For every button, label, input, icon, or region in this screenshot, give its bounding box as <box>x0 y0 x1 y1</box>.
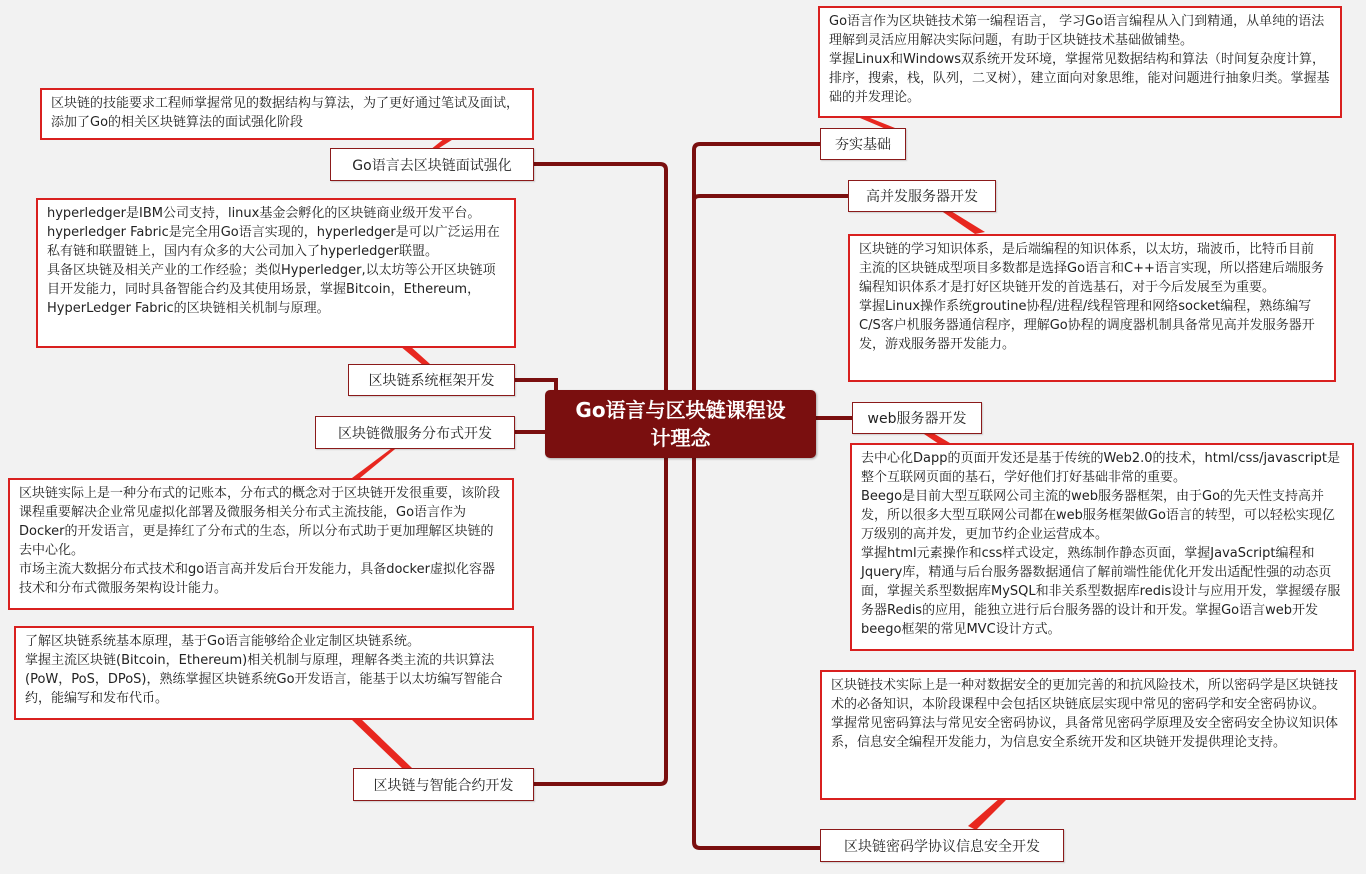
branch-web-server-label: web服务器开发 <box>867 411 967 427</box>
branch-framework-label: 区块链系统框架开发 <box>368 373 495 389</box>
note-web-server <box>850 443 1354 651</box>
branch-interview[interactable] <box>330 148 534 181</box>
note-paragraph: 区块链技术实际上是一种对数据安全的更加完善的和抗风险技术，所以密码学是区块链技术的必备知识，本阶段课程中会包括区块链底层实现中常见的密码学和安全密码协议。 <box>831 678 1339 712</box>
note-paragraph: 掌握Linux和Windows双系统开发环境，掌握常见数据结构和算法（时间复杂度计算，排序，搜索，栈，队列，二叉树），建立面向对象思维，能对问题进行抽象归类。掌握基础的并发理论。 <box>829 52 1330 105</box>
note-crypto <box>820 670 1356 800</box>
branch-web-server[interactable] <box>852 402 982 434</box>
note-framework <box>36 198 516 348</box>
note-microservice <box>8 478 514 610</box>
branch-solid-foundation-label: 夯实基础 <box>835 137 891 153</box>
note-paragraph: 掌握Linux操作系统groutine协程/进程/线程管理和网络socket编程，熟练编写C/S客户机服务器通信程序，理解Go协程的调度器机制具备常见高并发服务器开发，游戏服务器开发能力。 <box>859 299 1315 352</box>
left-branch-contract <box>534 430 666 784</box>
note-paragraph: 掌握html元素操作和css样式设定，熟练制作静态页面，掌握JavaScript编程和Jquery库，精通与后台服务器数据通信了解前端性能优化开发出适配性强的动态页面，掌握关系型数据库MySQL和非关系型数据库redis设计与应用开发，掌握缓存服务器Redis的应用，能独立进行后台服务器的设计和开发。掌握Go语言web开发beego框架的常见MVC设计方式。 <box>861 546 1341 637</box>
pointer-contract <box>350 718 412 770</box>
branch-microservice[interactable] <box>315 416 515 449</box>
branch-smart-contract-label: 区块链与智能合约开发 <box>373 777 514 794</box>
branch-solid-foundation[interactable] <box>820 128 906 160</box>
pointer-framework <box>400 346 430 366</box>
note-solid-foundation <box>818 6 1342 118</box>
branch-framework[interactable] <box>348 364 515 396</box>
note-paragraph: 了解区块链系统基本原理，基于Go语言能够给企业定制区块链系统。 <box>25 634 421 649</box>
central-topic-title: Go语言与区块链课程设计理念 <box>575 398 786 450</box>
note-paragraph: 区块链的技能要求工程师掌握常见的数据结构与算法，为了更好通过笔试及面试，添加了Go的相关区块链算法的面试强化阶段 <box>51 96 520 130</box>
branch-smart-contract[interactable] <box>353 768 534 801</box>
note-paragraph: hyperledger是IBM公司支持，linux基金会孵化的区块链商业级开发平台。hyperledger Fabric是完全用Go语言实现的，hyperledger是可以广泛运用在私有链和联盟链上，国内有众多的大公司加入了hyperledger联盟。 <box>47 206 500 259</box>
note-paragraph: Beego是目前大型互联网公司主流的web服务器框架，由于Go的先天性支持高并发，所以很多大型互联网公司都在web服务框架做Go语言的转型，可以轻松实现亿万级别的高并发，更加节约企业运营成本。 <box>861 489 1335 542</box>
right-branch-concurrency <box>694 196 848 230</box>
central-topic[interactable] <box>545 390 816 458</box>
note-paragraph: 具备区块链及相关产业的工作经验；类似Hyperledger,以太坊等公开区块链项目开发能力，同时具备智能合约及其使用场景，掌握Bitcoin，Ethereum，HyperLedger Fabric的区块链相关机制与原理。 <box>47 263 496 316</box>
branch-crypto-label: 区块链密码学协议信息安全开发 <box>844 838 1040 855</box>
note-paragraph: 掌握主流区块链(Bitcoin，Ethereum)相关机制与原理，理解各类主流的共识算法(PoW，PoS，DPoS)，熟练掌握区块链系统Go开发语言，能基于以太坊编写智能合约，能编写和发布代币。 <box>25 653 503 706</box>
pointer-crypto <box>968 798 1008 830</box>
note-interview <box>40 88 534 140</box>
note-paragraph: Go语言作为区块链技术第一编程语言， 学习Go语言编程从入门到精通，从单纯的语法理解到灵活应用解决实际问题，有助于区块链技术基础做铺垫。 <box>829 14 1325 48</box>
branch-high-concurrency[interactable] <box>848 180 996 212</box>
note-high-concurrency <box>848 234 1336 382</box>
note-paragraph: 去中心化Dapp的页面开发还是基于传统的Web2.0的技术，html/css/javascript是整个互联网页面的基石，学好他们打好基础非常的重要。 <box>861 451 1341 485</box>
note-smart-contract <box>14 626 534 720</box>
right-trunk <box>694 430 820 848</box>
note-paragraph: 区块链的学习知识体系，是后端编程的知识体系，以太坊，瑞波币，比特币目前主流的区块链成型项目多数都是选择Go语言和C++语言实现，所以搭建后端服务编程知识体系才是打好区块链开发的首选基石，对于今后发展至为重要。 <box>859 242 1324 295</box>
branch-crypto[interactable] <box>820 829 1064 862</box>
branch-high-concurrency-label: 高并发服务器开发 <box>866 189 978 205</box>
branch-interview-label: Go语言去区块链面试强化 <box>352 157 512 174</box>
right-branch-top <box>694 144 820 430</box>
note-paragraph: 区块链实际上是一种分布式的记账本，分布式的概念对于区块链开发很重要，该阶段课程重要解决企业常见虚拟化部署及微服务相关分布式主流技能，Go语言作为Docker的开发语言，更是捧红了分布式的生态，所以分布式助于更加理解区块链的去中心化。 <box>19 486 501 558</box>
note-paragraph: 市场主流大数据分布式技术和go语言高并发后台开发能力，具备docker虚拟化容器技术和分布式微服务架构设计能力。 <box>19 562 495 596</box>
branch-microservice-label: 区块链微服务分布式开发 <box>338 425 492 442</box>
note-paragraph: 掌握常见密码算法与常见安全密码协议，具备常见密码学原理及安全密码安全协议知识体系，信息安全编程开发能力，为信息安全系统开发和区块链开发提供理论支持。 <box>831 716 1339 750</box>
